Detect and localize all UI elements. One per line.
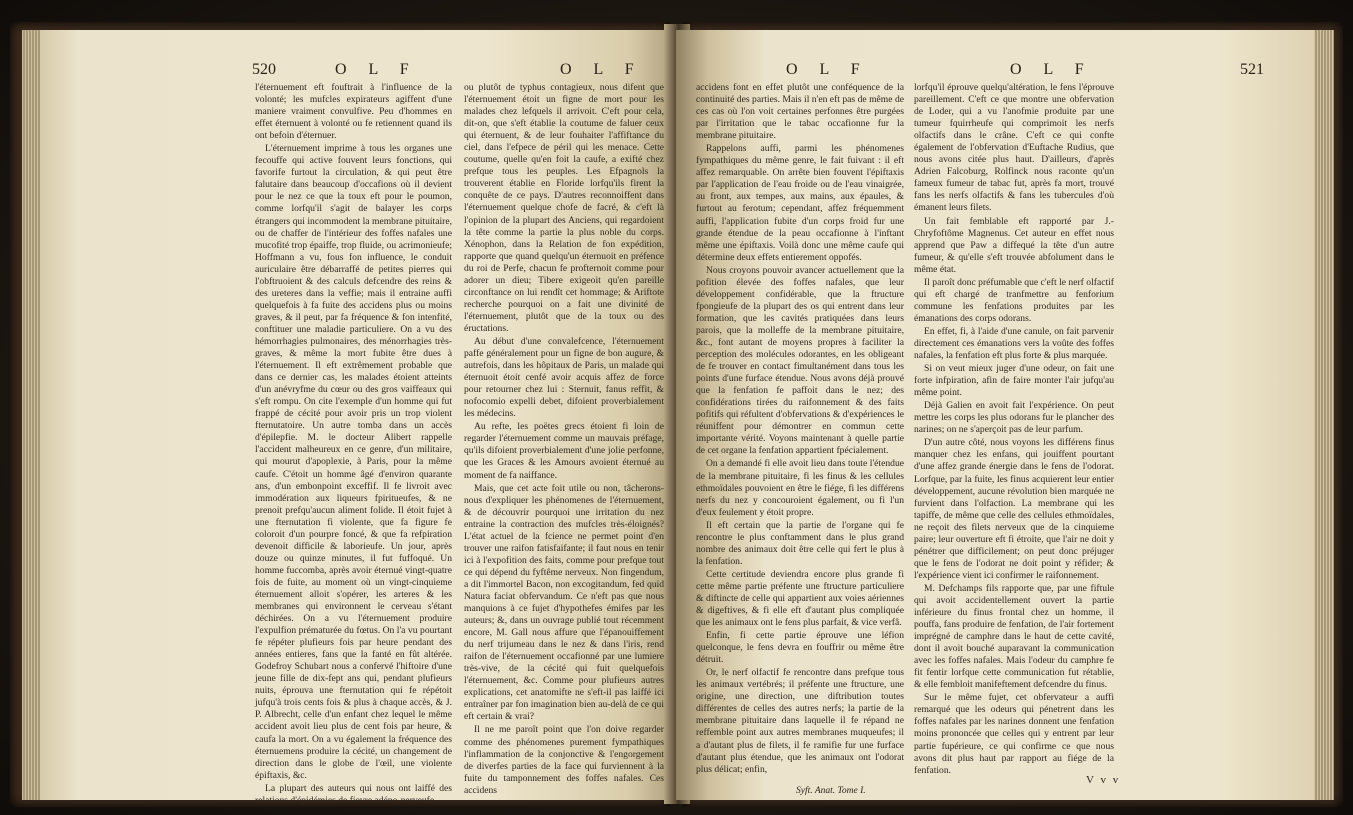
paragraph: D'un autre côté, nous voyons les différens finus manquer chez les enfans, qui jouiffent pourtant d'une affez grande énergie dans le fens de l'odorat. Lorfque, par la fuite, les finus acquierent leur entier développement, aucune révolution bien marquée ne furvient dans l'olfaction. La membrane qui les tapiffe, de même que celle des cellules ethmoïdales, ne reçoit des filets nerveux que de la cinquieme paire; leur ouverture eft fi étroite, que l'air ne doit y pénétrer que difficilement; on peut donc préjuger que le fens de l'odorat ne doit point y réfider; & l'expérience vient ici confirmer le raifonnement. <box>914 437 1114 581</box>
running-head-left-a: O L F <box>335 61 418 78</box>
paragraph: l'éternuement eft fouftrait à l'influence de la volonté; les mufcles expirateurs agiffent d'une maniere vraiment convulfive. Peu d'hommes en effet éternuent à volonté ou fe retiennent quand ils ont befoin d'éternuer. <box>255 82 452 142</box>
paragraph: Au refte, les poëtes grecs étoient fi loin de regarder l'éternuement comme un mauvais préfage, qu'ils difoient proverbialement d'une jolie perfonne, que les Graces & les Amours avoient éternué au moment de fa naiffance. <box>464 421 664 481</box>
paragraph: Au début d'une convalefcence, l'éternuement paffe généralement pour un figne de bon augure, & autrefois, dans les hôpitaux de Paris, un malade qui éternuoit étoit cenfé avoir acquis affez de force pour retourner chez lui : Sternuit, fanus reffit, & nofocomio expelli debet, difoient proverbialement les médecins. <box>464 335 664 420</box>
right-page-column-2 <box>914 82 1114 776</box>
paragraph: Il ne me paroît point que l'on doive regarder comme des phénomenes purement fympathiques l'inflammation de la conjonctive & l'engorgement de diverfes parties de la face qui furviennent à la fuite du tamponnement des foffes nafales. Ces accidens <box>464 724 664 796</box>
left-page-column-1 <box>255 82 452 806</box>
paragraph: ou plutôt de typhus contagieux, nous difent que l'éternuement étoit un figne de mort pour les malades chez lefquels il arrivoit. C'eft pour cela, dit-on, que s'eft établie la coutume de faluer ceux qui éternuent, & de leur fouhaiter l'affiftance du ciel, dans l'efpece de péril qui les menace. Cette coutume, quelle qu'en foit la caufe, a exifté chez prefque tous les peuples. Les Efpagnols la trouverent établie en Floride lorfqu'ils firent la conquête de ce pays. D'autres reconnoiffent dans l'éternuement quelque chofe de facré, & c'eft là l'opinion de la plupart des Anciens, qui regardoient la tête comme la partie la plus noble du corps. Xénophon, dans la Relation de fon expédition, rapporte que quand quelqu'un éternuoit en préfence du roi de Perfe, chacun fe profternoit comme pour adorer un dieu; Tibere exigeoit qu'en pareille circonftance on lui rendît cet hommage; & Ariftote recherche pourquoi on a fait une divinité de l'éternuement, plutôt que de la toux ou des éructations. <box>464 82 664 334</box>
paragraph: On a demandé fi elle avoit lieu dans toute l'étendue de la membrane pituitaire, fi les finus & les cellules ethmoïdales pouvoient en être le fiége, fi les différens nerfs du nez y concouroient également, ou fi l'un d'eux feulement y étoit propre. <box>696 458 904 518</box>
paragraph: Rappelons auffi, parmi les phénomenes fympathiques du même genre, le fait fuivant : il eft affez remarquable. On arrête bien fouvent l'épiftaxis par l'application de l'eau froide ou de l'eau vinaigrée, au front, aux tempes, aux mains, aux épaules, & furtout au ferotum; cependant, affez fréquemment auffi, l'application fubite d'un corps froid fur une grande étendue de la peau occafionne à l'inftant même une épiftaxis. Voilà donc une même caufe qui détermine deux effets entierement oppofés. <box>696 143 904 263</box>
gathering-signature: V v v <box>1086 774 1121 786</box>
paragraph: Un fait femblable eft rapporté par J.-Chryfoftôme Magnenus. Cet auteur en effet nous apprend que Paw a diffequé la tête d'un autre fumeur, & qu'elle s'eft trouvée abfolument dans le même état. <box>914 215 1114 275</box>
page-number-left: 520 <box>252 61 276 78</box>
paragraph: Si on veut mieux juger d'une odeur, on fait une forte infpiration, afin de faire monter l'air jufqu'au même point. <box>914 363 1114 399</box>
left-page <box>40 30 680 806</box>
paragraph: En effet, fi, à l'aide d'une canule, on fait parvenir directement ces émanations vers la voûte des foffes nafales, la fenfation eft plus forte & plus marquée. <box>914 325 1114 362</box>
right-page-column-1 <box>696 82 904 782</box>
paragraph: M. Defchamps fils rapporte que, par une fiftule qui avoit accidentellement ouvert la partie inférieure du finus frontal chez un homme, il pouffa, fans produire de fenfation, de l'air fortement imprégné de camphre dans le haut de cette cavité, dont il avoit bouché auparavant la communication avec les foffes nafales. Mais l'odeur du camphre fe fit fentir lorfque cette communication fut rétablie, & elle fembloit manifeftement defcendre du finus. <box>914 582 1114 691</box>
running-head-left-b: O L F <box>560 61 643 78</box>
right-page <box>676 30 1314 800</box>
paragraph: Il paroît donc préfumable que c'eft le nerf olfactif qui eft chargé de tranfmettre au fenforium commune les fenfations produites par les émanations des corps odorans. <box>914 276 1114 324</box>
running-head-right-b: O L F <box>1010 61 1093 78</box>
paragraph: La plupart des auteurs qui nous ont laiffé des relations d'épidémies de fievre adéno-nerveufe, <box>255 782 452 806</box>
paragraph: Mais, que cet acte foit utile ou non, tâcherons-nous d'expliquer les phénomenes de l'éternuement, & de découvrir pourquoi une irritation du nez entraine la contraction des mufcles très-éloignés? L'état actuel de la fcience ne permet point d'en trouver une raifon fatisfaifante; il faut nous en tenir ici à l'expofition des faits, comme pour prefque tout ce qui dépend du fyftême nerveux. Non fingendum, a dit l'immortel Bacon, non excogitandum, fed quid Natura faciat obfervandum. Ce n'eft pas que nous manquions à ce fujet d'hypothefes émifes par les auteurs; &, dans un ouvrage publié tout récemment encore, M. Gall nous affure que l'épanouiffement du nerf trijumeau dans le nez & dans l'iris, rend raifon de l'éternuement occafionné par une lumiere très-vive, de la cécité qui fuit quelquefois l'éternuement, &c. Comme pour plufieurs autres explications, cet anatomifte ne s'eft-il pas laiffé ici entraîner par fon imagination bien au-delà de ce qui eft certain & vrai? <box>464 482 664 723</box>
paragraph: accidens font en effet plutôt une conféquence de la continuité des parties. Mais il n'en eft pas de même de ces cas où l'on voit certaines perfonnes être purgées par l'irritation que le tabac occafionne fur la membrane pituitaire. <box>696 82 904 142</box>
footer-signature-title: Syft. Anat. Tome I. <box>796 786 866 796</box>
paragraph: Or, le nerf olfactif fe rencontre dans prefque tous les animaux vertébrés; il préfente une ftructure, une origine, une direction, une diftribution toutes différentes de celles des autres nerfs; la partie de la membrane pituitaire dans laquelle il fe répand ne reffemble point aux autres membranes muqueufes; il a d'autant plus de filets, il fe ramifie fur une furface d'autant plus étendue, que les animaux ont l'odorat plus délicat; enfin, <box>696 667 904 775</box>
paragraph: Il eft certain que la partie de l'organe qui fe rencontre le plus conftamment dans le plus grand nombre des animaux doit être celle qui fert le plus à la fenfation. <box>696 519 904 567</box>
page-edges-right <box>1312 30 1334 800</box>
paragraph: lorfqu'il éprouve quelqu'altération, le fens l'éprouve pareillement. C'eft ce que montre une obfervation de Loder, qui a vu l'anofmie produite par une tumeur fquirrheufe qui comprimoit les nerfs olfactifs dans le crâne. C'eft ce qui confte également de l'obfervation d'Euftache Rudius, que nous avons citée plus haut. D'ailleurs, d'après Adrien Falcoburg, Rolfinck nous raconte qu'un fameux fumeur de tabac fut, après fa mort, trouvé fans les nerfs olfactifs & fans les tubercules d'où émanent leurs filets. <box>914 82 1114 214</box>
paragraph: Déjà Galien en avoit fait l'expérience. On peut mettre les corps les plus odorans fur le plancher des narines; on ne s'aperçoit pas de leur parfum. <box>914 400 1114 436</box>
left-page-column-2 <box>464 82 664 796</box>
page-edges-left <box>22 30 42 800</box>
paragraph: L'éternuement imprime à tous les organes une fecouffe qui active fouvent leurs fonctions, qui favorife furtout la circulation, & qui peut être falutaire dans beaucoup d'occafions où il devient pour le nez ce que la toux eft pour le poumon, comme lorfqu'il s'agit de balayer les corps étrangers qui incommodent la membrane pituitaire, ou de chaffer de l'intérieur des foffes nafales une mucofité trop épaiffe, trop fluide, ou acrimonieufe; Hoffmann a vu, fous fon influence, le conduit auriculaire être débarraffé de petites pierres qui l'obftruoient & des calculs defcendre des reins & des ureteres dans la veffie; mais il entraine auffi quelquefois à fa fuite des accidens plus ou moins graves, & il peut, par fa fréquence & fon intenfité, conftituer une maladie particuliere. On a vu des hémorrhagies pulmonaires, des ménorrhagies très-graves, & même la mort fubite être dues à l'éternuement. Il eft extrêmement probable que dans ce dernier cas, les malades étoient atteints d'un anévryfme du cœur ou des gros vaiffeaux qui s'eft rompu. On cite l'exemple d'un homme qui fut frappé de cécité pour avoir pris un trop violent fternutatoire. Un autre tomba dans un accès d'épilepfie. M. le docteur Alibert rappelle l'accident malheureux en ce genre, d'un militaire, qui mourut d'apoplexie, à Paris, pour la même caufe. C'étoit un homme âgé d'environ quarante ans, d'un embonpoint exceffif. Il fe livroit avec immodération aux liqueurs fpiritueufes, & ne prenoit prefqu'aucun aliment folide. Il étoit fujet à une fternutation fi violente, que fa figure fe coloroit d'un pourpre foncé, & que fa refpiration devenoit difficile & laborieufe. Un jour, après douze ou quinze minutes, il fut fuffoqué. Un homme fuccomba, après avoir éternué vingt-quatre fois de fuite, au moment où un vingt-cinquieme éternuement alloit s'opérer, les arteres & les membranes qui environnent le cerveau s'étant déchirées. On a vu l'éternuement produire l'expulfion prématurée du fœtus. On l'a vu pourtant fe répéter plufieurs fois par heure pendant des années entieres, fans que la fanté en fût altérée. Godefroy Schubart nous a confervé l'hiftoire d'une jeune fille de dix-fept ans qui, pendant plufieurs nuits, éprouva une fternutation qui fe répétoit jufqu'à trois cents fois & plus à chaque accès, & J. P. Albrecht, celle d'un enfant chez lequel le même accident avoit lieu plus de cent fois par heure, & caufa la mort. On a vu également la fréquence des éternuemens produire la cécité, un changement de direction dans le globe de l'œil, une violente épiftaxis, &c. <box>255 143 452 781</box>
paragraph: Nous croyons pouvoir avancer actuellement que la pofition élevée des foffes nafales, que leur développement confidérable, que la ftructure fpongieufe de la plupart des os qui entrent dans leur formation, que les cavités pratiquées dans leurs parois, que la molleffe de la membrane pituitaire, &c., font autant de moyens propres à faciliter la perception des molécules odorantes, en les obligeant de fe trouver en contact fimultanément dans tous les points d'une furface étendue. Nous avons déjà prouvé que la fenfation fe paffoit dans le nez; des confidérations tirées du raifonnement & des faits pofitifs qui réfultent d'obfervations & d'expériences le réuniffent pour démontrer en commun cette importante vérité. Voyons maintenant à quelle partie de cet organe la fenfation appartient fpécialement. <box>696 264 904 457</box>
paragraph: Sur le même fujet, cet obfervateur a auffi remarqué que les odeurs qui pénetrent dans les foffes nafales par les narines donnent une fenfation moins prononcée que celles qui y entrent par leur partie fupérieure, ce qui confirme ce que nous avons dit plus haut par rapport au fiége de la fenfation. <box>914 692 1114 776</box>
running-head-right-a: O L F <box>786 61 869 78</box>
page-number-right: 521 <box>1240 61 1264 78</box>
paragraph: Enfin, fi cette partie éprouve une léfion quelconque, le fens devra en fouffrir ou même être détruit. <box>696 630 904 666</box>
paragraph: Cette certitude deviendra encore plus grande fi cette même partie préfente une ftructure particuliere & diftincte de celle qui appartient aux voies aériennes & digeftives, & fi elle eft d'autant plus compliquée que les animaux ont le fens plus parfait, & vice verfâ. <box>696 568 904 629</box>
